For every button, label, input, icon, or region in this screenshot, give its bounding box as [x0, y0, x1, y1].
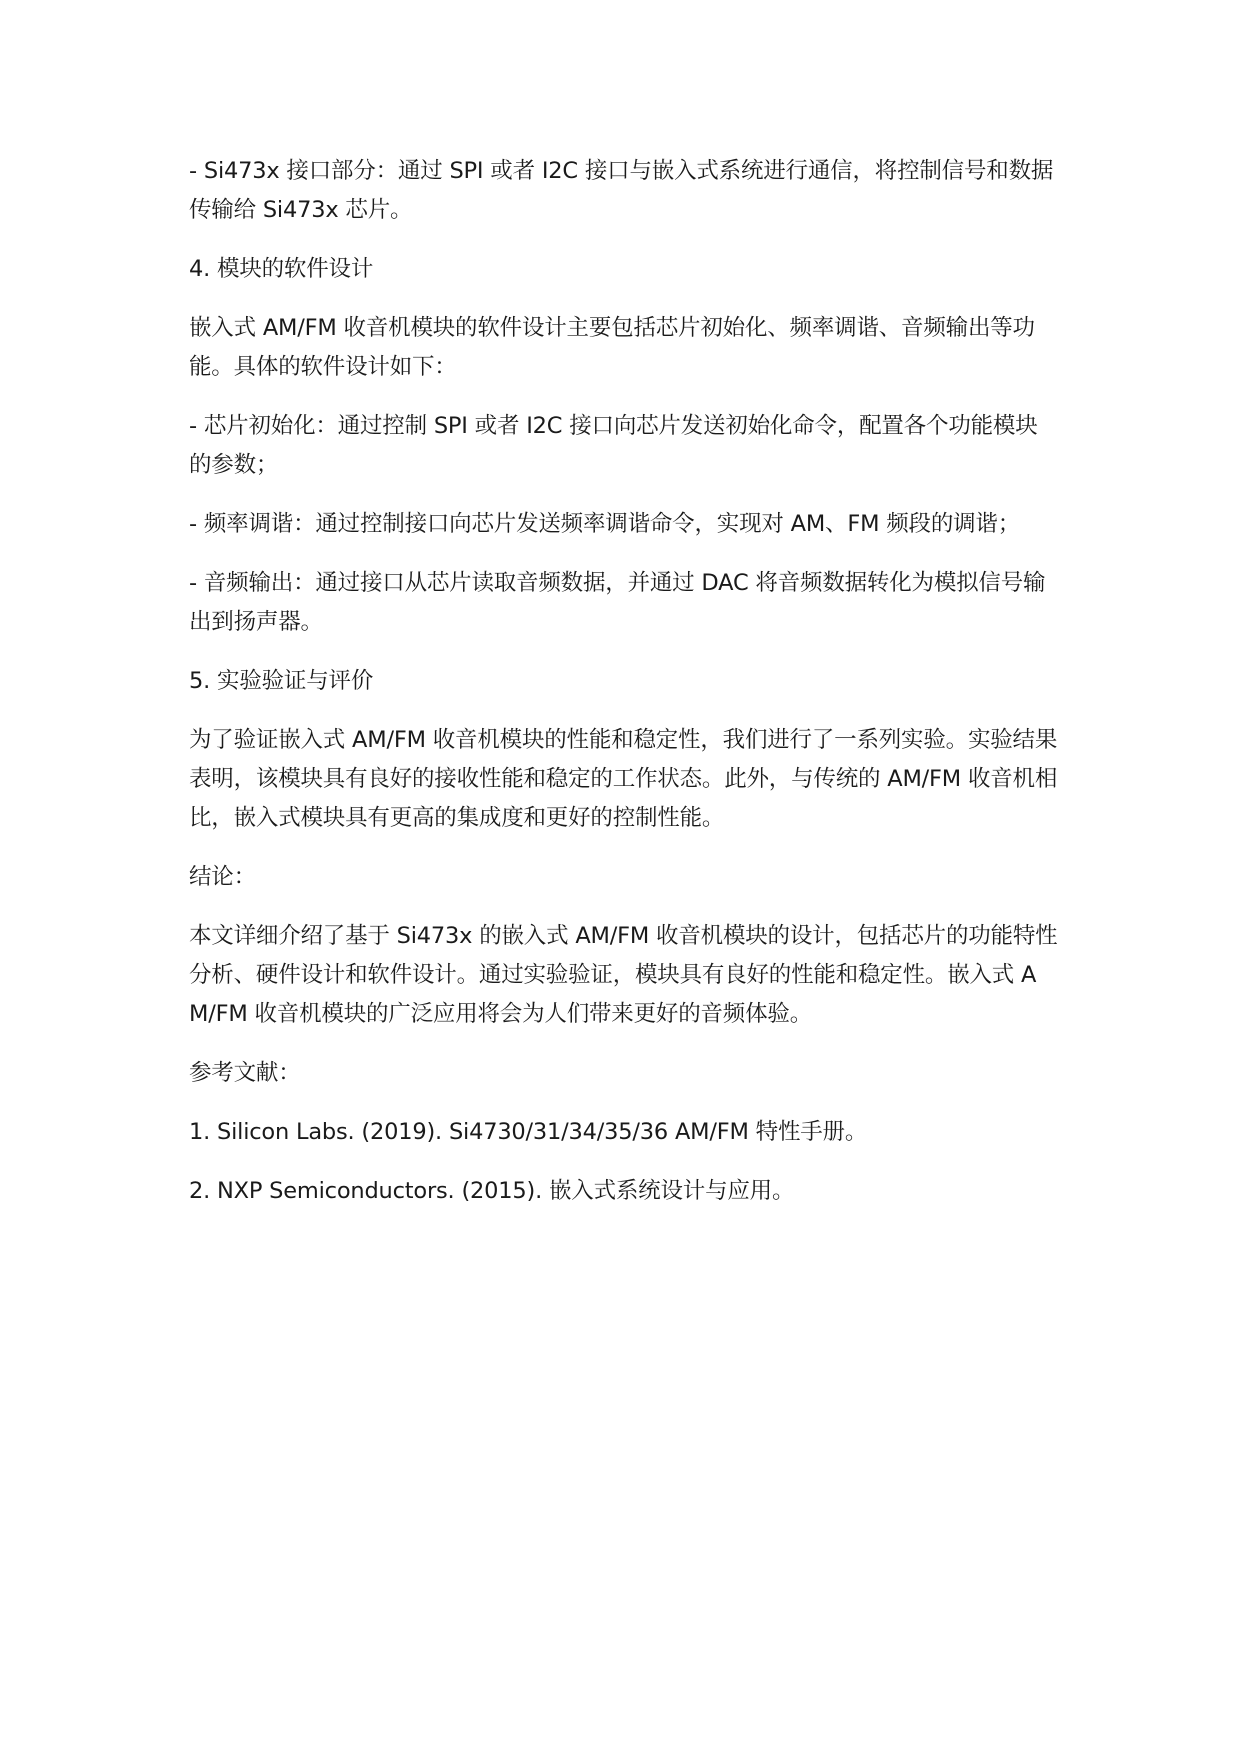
paragraph-frequency-tuning: - 频率调谐：通过控制接口向芯片发送频率调谐命令，实现对 AM、FM 频段的调谐；: [189, 511, 1021, 537]
document-body: [189, 152, 1059, 1231]
paragraph-software-intro: 嵌入式 AM/FM 收音机模块的软件设计主要包括芯片初始化、频率调谐、音频输出等功能。具体的软件设计如下：: [189, 315, 1035, 380]
paragraph-chip-init: - 芯片初始化：通过控制 SPI 或者 I2C 接口向芯片发送初始化命令，配置各个功能模块的参数；: [189, 413, 1038, 478]
heading-references: 参考文献：: [189, 1060, 301, 1086]
heading-conclusion: 结论：: [189, 864, 256, 890]
heading-experiment: 5. 实验验证与评价: [189, 668, 374, 694]
heading-software-design: 4. 模块的软件设计: [189, 256, 374, 282]
reference-item: 1. Silicon Labs. (2019). Si4730/31/34/35/36 AM/FM 特性手册。: [189, 1119, 868, 1145]
reference-item: 2. NXP Semiconductors. (2015). 嵌入式系统设计与应用。: [189, 1178, 795, 1204]
paragraph-interface-section: - Si473x 接口部分：通过 SPI 或者 I2C 接口与嵌入式系统进行通信，将控制信号和数据传输给 Si473x 芯片。: [189, 158, 1054, 223]
paragraph-audio-output: - 音频输出：通过接口从芯片读取音频数据，并通过 DAC 将音频数据转化为模拟信号输出到扬声器。: [189, 570, 1046, 635]
paragraph-conclusion: 本文详细介绍了基于 Si473x 的嵌入式 AM/FM 收音机模块的设计，包括芯片的功能特性分析、硬件设计和软件设计。通过实验验证，模块具有良好的性能和稳定性。嵌入式 AM/FM 收音机模块的广泛应用将会为人们带来更好的音频体验。: [189, 923, 1058, 1027]
paragraph-experiment-results: 为了验证嵌入式 AM/FM 收音机模块的性能和稳定性，我们进行了一系列实验。实验结果表明，该模块具有良好的接收性能和稳定的工作状态。此外，与传统的 AM/FM 收音机相比，嵌入式模块具有更高的集成度和更好的控制性能。: [189, 727, 1058, 831]
